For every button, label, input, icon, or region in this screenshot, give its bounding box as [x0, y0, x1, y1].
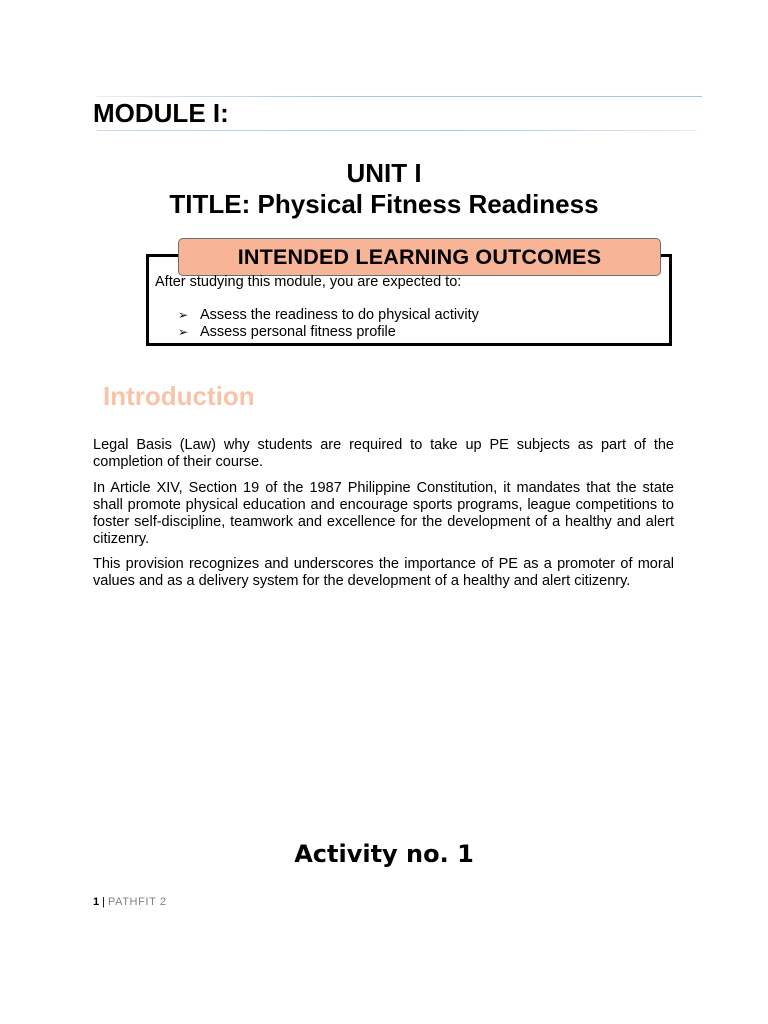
unit-subtitle: TITLE: Physical Fitness Readiness: [169, 189, 599, 219]
header-rule-bottom: [97, 130, 697, 131]
learning-outcome-item: [178, 307, 479, 324]
introduction-heading: Introduction: [103, 381, 255, 411]
learning-outcomes-header: INTENDED LEARNING OUTCOMES: [178, 238, 661, 276]
learning-outcome-text: Assess personal fitness profile: [200, 324, 396, 340]
arrowhead-bullet-icon: ➢: [178, 325, 189, 339]
module-title: MODULE I:: [93, 98, 229, 128]
learning-outcome-text: Assess the readiness to do physical activity: [200, 307, 479, 323]
arrowhead-bullet-icon: ➢: [178, 308, 189, 322]
page-number: 1: [93, 896, 100, 908]
introduction-paragraph: Legal Basis (Law) why students are required to take up PE subjects as part of the completion of their course.: [93, 437, 674, 470]
activity-title: Activity no. 1: [294, 840, 474, 868]
unit-title: UNIT I: [346, 158, 422, 188]
footer-separator: |: [102, 896, 105, 908]
footer-course-code: PATHFIT 2: [107, 896, 167, 908]
page-footer: [93, 895, 167, 909]
introduction-paragraph: In Article XIV, Section 19 of the 1987 Philippine Constitution, it mandates that the state shall promote physical education and encourage sports programs, league competitions to foster self-discipline, teamwork and excellence for the development of a healthy and alert citizenry.: [93, 480, 674, 547]
introduction-paragraph: This provision recognizes and underscores the importance of PE as a promoter of moral values and as a delivery system for the development of a healthy and alert citizenry.: [93, 556, 674, 589]
learning-outcomes-intro: After studying this module, you are expected to:: [155, 274, 462, 290]
learning-outcome-item: [178, 324, 396, 341]
